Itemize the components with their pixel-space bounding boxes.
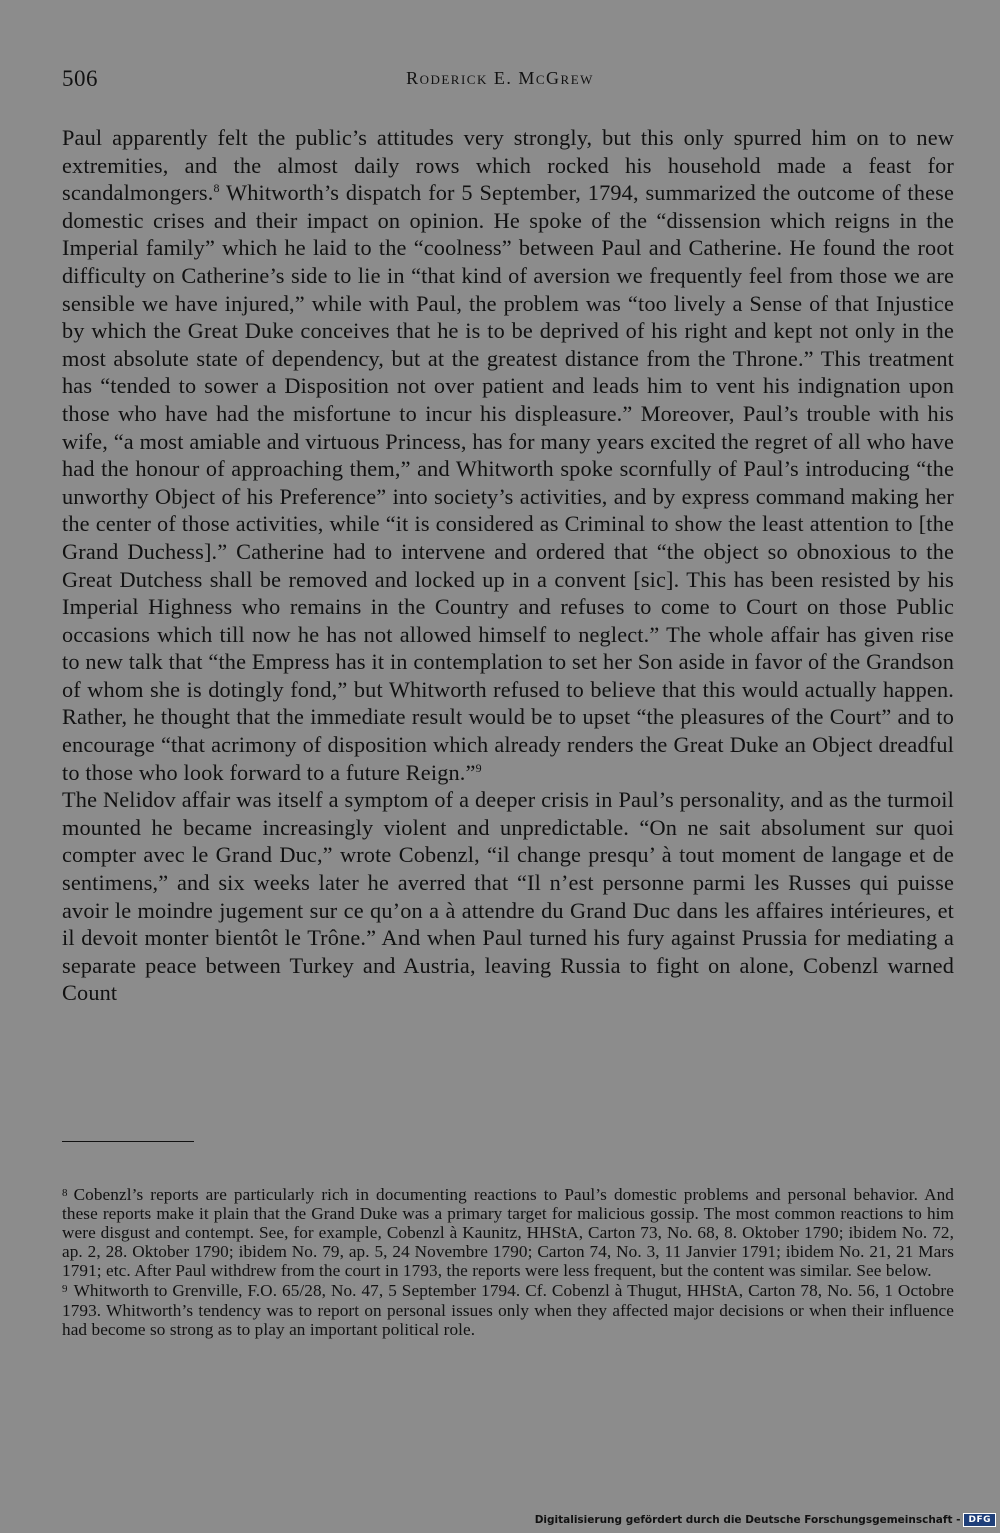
footnote-separator <box>62 1141 194 1142</box>
body-text <box>62 124 954 1007</box>
digitization-notice-text: Digitalisierung gefördert durch die Deutsche Forschungsgemeinschaft - <box>534 1514 961 1526</box>
footnote-marker-8: 8 <box>62 1187 68 1199</box>
paragraph-1-text-cont: Whitworth’s dispatch for 5 September, 1794, summarized the outcome of these domestic crises and their impact on opinion. He spoke of the “dissension which reigns in the Imperial family” which he laid to the “coolness” between Paul and Catherine. He found the root difficulty on Catherine’s side to lie in “that kind of aversion we frequently feel from those we are sensible we have injured,” while with Paul, the problem was “too lively a Sense of that Injustice by which the Great Duke conceives that he is to be deprived of his right and kept not only in the most absolute state of dependency, but at the greatest distance from the Throne.” This treatment has “tended to sower a Disposition not over patient and leads him to vent his indignation upon those who have had the misfortune to incur his displeasure.” Moreover, Paul’s trouble with his wife, “a most amiable and virtuous Princess, has for many years excited the regret of all who have had the honour of approaching them,” and Whitworth spoke scornfully of Paul’s introducing “the unworthy Object of his Preference” into society’s activities, and by express command making her the center of those activities, while “it is considered as Criminal to show the least attention to [the Grand Duchess].” Catherine had to intervene and ordered that “the object so obnoxious to the Great Dutchess shall be removed and locked up in a convent [sic]. This has been resisted by his Imperial Highness who remains in the Country and refuses to come to Court on those Public occasions which till now he has not allowed himself to neglect.” The whole affair has given rise to new talk that “the Empress has it in contemplation to set her Son aside in favor of the Grandson of whom she is dotingly fond,” but Whitworth refused to believe that this would actually happen. Rather, he thought that the immediate result would be to upset “the pleasures of the Court” and to encourage “that acrimony of disposition which already renders the Great Duke an Object dreadful to those who look forward to a future Reign.” <box>62 180 954 785</box>
footnote-8 <box>62 1184 954 1280</box>
running-head: Roderick E. McGrew <box>406 68 594 88</box>
digitization-notice <box>535 1513 996 1527</box>
footnotes <box>62 1184 954 1339</box>
paragraph-2: The Nelidov affair was itself a symptom of a deeper crisis in Paul’s personality, and as the turmoil mounted he became increasingly violent and unpredictable. “On ne sait absolument sur quoi compter avec le Grand Duc,” wrote Cobenzl, “il change presqu’ à tout moment de langage et de sentimens,” and six weeks later he averred that “Il n’est personne parmi les Russes qui puisse avoir le moindre jugement sur ce qu’on a à attendre du Grand Duc dans les affaires intérieures, et il devoit monter bientôt le Trône.” And when Paul turned his fury against Prussia for mediating a separate peace between Turkey and Austria, leaving Russia to fight on alone, Cobenzl warned Count <box>62 787 954 1006</box>
dfg-logo-icon: DFG <box>963 1513 996 1527</box>
footnote-8-text: Cobenzl’s reports are particularly rich in documenting reactions to Paul’s domestic problems and personal behavior. And these reports make it plain that the Grand Duke was a primary target for malicious gossip. The most common reactions to him were disgust and contempt. See, for example, Cobenzl à Kaunitz, HHStA, Carton 73, No. 68, 8. Oktober 1790; ibidem No. 72, ap. 2, 28. Oktober 1790; ibidem No. 79, ap. 5, 24 Novembre 1790; Carton 74, No. 3, 11 Janvier 1791; ibidem No. 21, 21 Mars 1791; etc. After Paul withdrew from the court in 1793, the reports were less frequent, but the content was similar. See below. <box>62 1185 954 1281</box>
page-number: 506 <box>62 66 98 91</box>
footnote-ref-8[interactable]: 8 <box>213 181 220 196</box>
footnote-ref-9[interactable]: 9 <box>475 760 482 775</box>
paragraph-1-text: Paul apparently felt the public’s attitudes very strongly, but this only spurred him on to new extremities, and the almost daily rows which rocked his household made a feast for scandalmongers. <box>62 125 954 206</box>
paragraph-1 <box>62 124 954 786</box>
footnote-9 <box>62 1280 954 1338</box>
footnote-9-text: Whitworth to Grenville, F.O. 65/28, No. 47, 5 September 1794. Cf. Cobenzl à Thugut, HHStA, Carton 78, No. 56, 1 Octobre 1793. Whitworth’s tendency was to report on personal issues only when they affected major decisions or when their influence had become so strong as to play an important political role. <box>62 1281 954 1339</box>
footnote-marker-9: 9 <box>62 1283 68 1296</box>
